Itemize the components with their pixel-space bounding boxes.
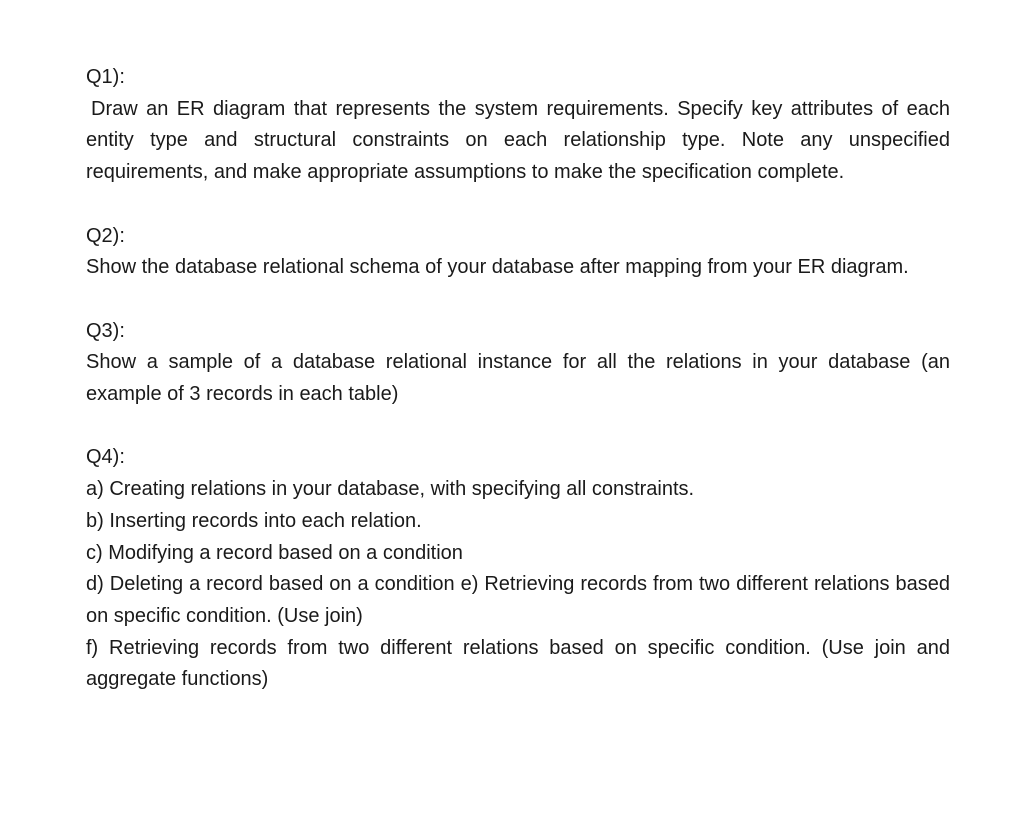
question-4-item-b: b) Inserting records into each relation. xyxy=(86,509,422,532)
question-4-label: Q4): xyxy=(86,446,125,469)
question-2-label: Q2): xyxy=(86,224,125,247)
question-3-text: Show a sample of a database relational instance for all the relations in your database (an example of 3 records in each table) xyxy=(86,351,950,405)
question-3-label: Q3): xyxy=(86,319,125,342)
question-2 xyxy=(86,221,950,284)
question-4-item-c: c) Modifying a record based on a condition xyxy=(86,541,463,564)
question-1-label: Q1): xyxy=(86,66,125,88)
question-1-text: Draw an ER diagram that represents the system requirements. Specify key attributes of each entity type and structural constraints on each relationship type. Note any unspecified requirements, and make appropriate assumptions to make the specification complete. xyxy=(86,97,950,184)
question-4-item-f: f) Retrieving records from two different relations based on specific condition. (Use join and aggregate functions) xyxy=(86,636,950,691)
question-4 xyxy=(86,442,950,696)
assignment-document xyxy=(86,62,950,728)
question-3 xyxy=(86,316,950,411)
question-2-text: Show the database relational schema of your database after mapping from your ER diagram. xyxy=(86,256,909,279)
question-1 xyxy=(86,62,950,189)
question-4-item-a: a) Creating relations in your database, with specifying all constraints. xyxy=(86,478,695,501)
question-4-item-d-e: d) Deleting a record based on a condition e) Retrieving records from two different relations based on specific condition. (Use join) xyxy=(86,573,950,627)
